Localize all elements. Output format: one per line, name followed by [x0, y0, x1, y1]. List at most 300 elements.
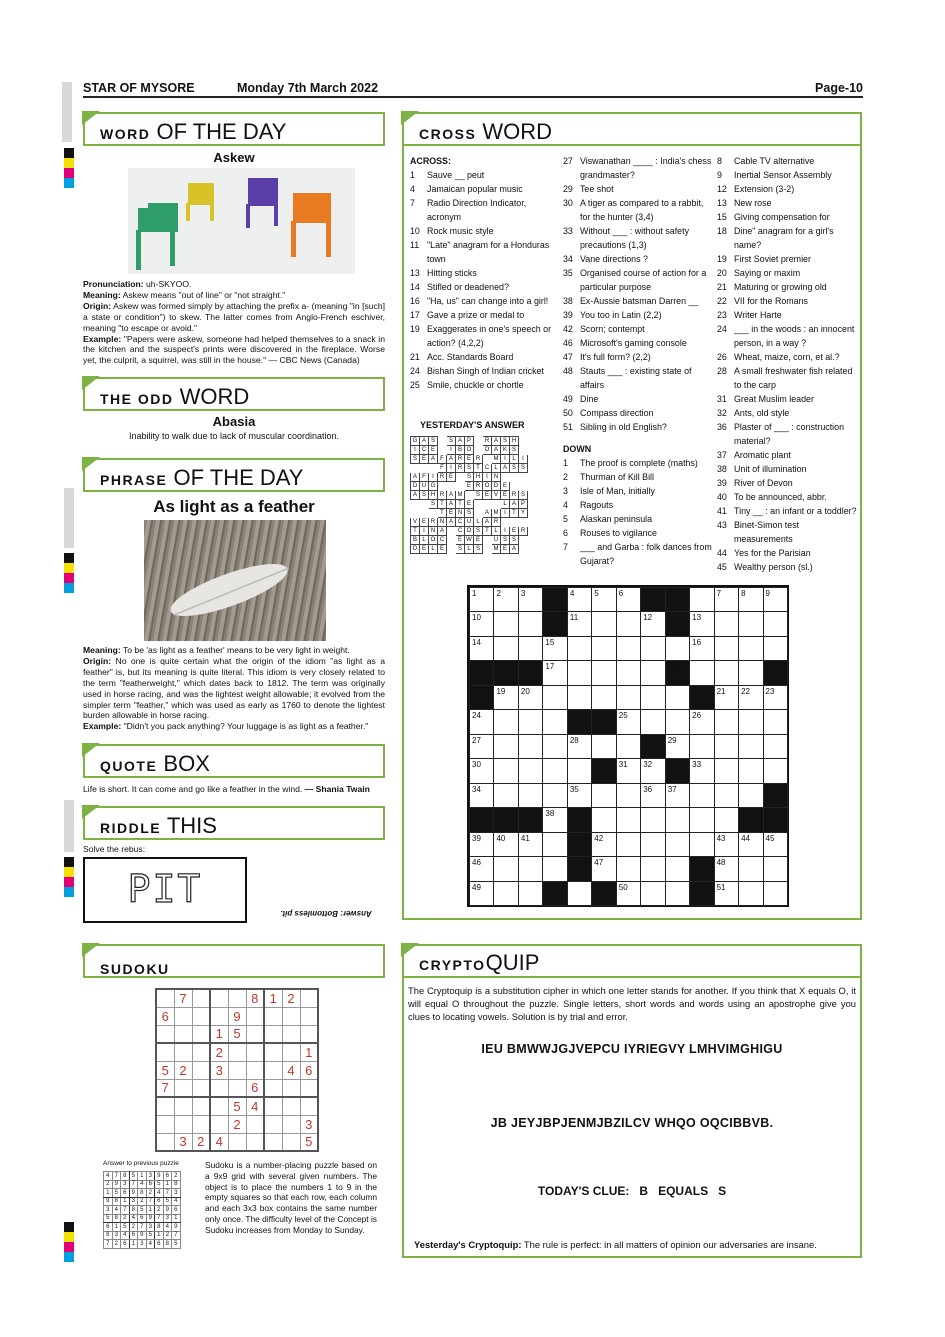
- answer-cell: L: [510, 455, 519, 464]
- answer-cell: 3: [104, 1206, 113, 1215]
- sudoku-cell[interactable]: 4: [282, 1061, 300, 1079]
- crossword-cell[interactable]: 8: [738, 587, 763, 612]
- crossword-cell[interactable]: [738, 709, 763, 734]
- crossword-cell[interactable]: [616, 660, 641, 685]
- crossword-cell[interactable]: [640, 856, 665, 881]
- crossword-cell[interactable]: [616, 807, 641, 832]
- answer-cell: 9: [138, 1231, 147, 1240]
- answer-cell: 2: [146, 1189, 155, 1198]
- crossword-cell[interactable]: [493, 611, 518, 636]
- crossword-cell[interactable]: [493, 783, 518, 808]
- sudoku-cell[interactable]: [156, 1133, 174, 1151]
- sudoku-cell[interactable]: 7: [174, 989, 192, 1007]
- answer-cell: I: [501, 527, 510, 536]
- crossword-cell[interactable]: [665, 832, 690, 857]
- answer-cell: [438, 437, 447, 446]
- crossword-cell[interactable]: [640, 660, 665, 685]
- sudoku-cell[interactable]: [210, 1007, 228, 1025]
- sudoku-cell[interactable]: 1: [300, 1043, 318, 1061]
- answer-cell: T: [474, 464, 483, 473]
- sudoku-cell[interactable]: [174, 1007, 192, 1025]
- sudoku-cell[interactable]: [174, 1025, 192, 1043]
- answer-cell: 7: [172, 1231, 181, 1240]
- sudoku-cell[interactable]: [264, 1097, 282, 1115]
- answer-cell: O: [465, 446, 474, 455]
- sudoku-cell[interactable]: [282, 1043, 300, 1061]
- answer-cell: [438, 482, 447, 491]
- crossword-cell[interactable]: 17: [542, 660, 567, 685]
- crossword-cell[interactable]: [738, 758, 763, 783]
- crossword-cell[interactable]: [714, 783, 739, 808]
- crossword-cell[interactable]: [640, 636, 665, 661]
- sudoku-cell[interactable]: [246, 1043, 264, 1061]
- crossword-cell[interactable]: [665, 856, 690, 881]
- answer-cell: P: [519, 500, 528, 509]
- sudoku-cell[interactable]: [264, 1007, 282, 1025]
- crossword-cell[interactable]: [616, 636, 641, 661]
- crossword-cell[interactable]: [763, 881, 788, 906]
- sudoku-cell[interactable]: 2: [228, 1115, 246, 1133]
- crossword-cell[interactable]: 33: [689, 758, 714, 783]
- sudoku-cell[interactable]: [192, 1061, 210, 1079]
- sudoku-cell[interactable]: [156, 1043, 174, 1061]
- crossword-cell[interactable]: [665, 709, 690, 734]
- answer-cell: F: [420, 473, 429, 482]
- crossword-cell[interactable]: [763, 611, 788, 636]
- sudoku-cell[interactable]: 9: [228, 1007, 246, 1025]
- answer-cell: 9: [146, 1214, 155, 1223]
- crossword-cell[interactable]: 40: [493, 832, 518, 857]
- sudoku-cell[interactable]: 8: [246, 989, 264, 1007]
- sudoku-cell[interactable]: [300, 1025, 318, 1043]
- crossword-cell[interactable]: [763, 709, 788, 734]
- answer-cell: 2: [163, 1231, 172, 1240]
- crossword-block: [763, 807, 788, 832]
- answer-cell: E: [420, 545, 429, 554]
- sudoku-cell[interactable]: [192, 1043, 210, 1061]
- answer-cell: [447, 482, 456, 491]
- crossword-cell[interactable]: [738, 856, 763, 881]
- crossword-cell[interactable]: [542, 709, 567, 734]
- across-clues-col1: ACROSS: 1 Sauve __ peut 4 Jamaican popular music 7 Radio Direction Indicator, acronym 10 Rock music style 11 "Late" anagram for a Honduras town 13 Hitting sticks 14 Stifled or deadened? 16 "Ha, us" can change into a girl! 17 Gave a prize or medal to 19 Exaggerates in one's speech or action? (4,2,2) 21 Acc. Standards Board 24 Bishan Singh of Indian cricket 25 Smile, chuckle or chortle: [410, 154, 558, 392]
- crossword-cell[interactable]: [493, 636, 518, 661]
- sudoku-cell[interactable]: [246, 1007, 264, 1025]
- sudoku-cell[interactable]: 5: [156, 1061, 174, 1079]
- crossword-cell[interactable]: [689, 783, 714, 808]
- crossword-cell[interactable]: 42: [591, 832, 616, 857]
- sudoku-cell[interactable]: [192, 1025, 210, 1043]
- sudoku-cell[interactable]: 2: [210, 1043, 228, 1061]
- crossword-cell[interactable]: [567, 636, 592, 661]
- sudoku-cell[interactable]: 2: [282, 989, 300, 1007]
- crossword-cell[interactable]: [493, 758, 518, 783]
- crossword-cell[interactable]: [591, 807, 616, 832]
- crossword-cell[interactable]: [689, 807, 714, 832]
- crossword-cell[interactable]: 2: [493, 587, 518, 612]
- answer-cell: A: [447, 455, 456, 464]
- sudoku-cell[interactable]: [246, 1115, 264, 1133]
- crossword-cell[interactable]: 43: [714, 832, 739, 857]
- crossword-cell[interactable]: [616, 734, 641, 759]
- crossword-cell[interactable]: [616, 783, 641, 808]
- sudoku-cell[interactable]: [174, 1043, 192, 1061]
- answer-cell: 5: [146, 1231, 155, 1240]
- answer-cell: [519, 437, 528, 446]
- sudoku-cell[interactable]: 7: [156, 1079, 174, 1097]
- answer-cell: R: [474, 455, 483, 464]
- sudoku-cell[interactable]: 6: [156, 1007, 174, 1025]
- crossword-cell[interactable]: 27: [469, 734, 494, 759]
- sudoku-cell[interactable]: 2: [192, 1133, 210, 1151]
- crossword-cell[interactable]: [567, 685, 592, 710]
- answer-cell: R: [456, 464, 465, 473]
- sudoku-cell[interactable]: 5: [228, 1097, 246, 1115]
- crossword-cell[interactable]: [714, 636, 739, 661]
- sudoku-cell[interactable]: [192, 1115, 210, 1133]
- odd-word-definition: Inability to walk due to lack of muscular coordination.: [128, 431, 340, 441]
- sudoku-cell[interactable]: [210, 989, 228, 1007]
- sudoku-cell[interactable]: 2: [174, 1061, 192, 1079]
- sudoku-cell[interactable]: [282, 1115, 300, 1133]
- crossword-cell[interactable]: 19: [493, 685, 518, 710]
- sudoku-cell[interactable]: [264, 1061, 282, 1079]
- crossword-cell[interactable]: [665, 636, 690, 661]
- crossword-cell[interactable]: [763, 856, 788, 881]
- crossword-block: 18: [665, 660, 690, 685]
- answer-cell: S: [465, 509, 474, 518]
- crossword-cell[interactable]: [542, 832, 567, 857]
- crossword-cell[interactable]: [542, 685, 567, 710]
- crossword-cell[interactable]: 9: [763, 587, 788, 612]
- crossword-cell[interactable]: [591, 685, 616, 710]
- crossword-cell[interactable]: [518, 758, 543, 783]
- crossword-cell[interactable]: 11: [567, 611, 592, 636]
- crossword-cell[interactable]: 41: [518, 832, 543, 857]
- answer-cell: N: [492, 473, 501, 482]
- clue-item: 46 Microsoft's gaming console: [563, 338, 687, 348]
- crossword-cell[interactable]: [567, 881, 592, 906]
- sudoku-cell[interactable]: 1: [210, 1025, 228, 1043]
- crossword-cell[interactable]: 47: [591, 856, 616, 881]
- crossword-cell[interactable]: [567, 758, 592, 783]
- answer-cell: [420, 509, 429, 518]
- answer-cell: R: [456, 455, 465, 464]
- crossword-cell[interactable]: [591, 783, 616, 808]
- answer-cell: 6: [163, 1172, 172, 1181]
- crossword-cell[interactable]: [640, 832, 665, 857]
- cryptoquip-line1: IEU BMWWJGJVEPCU IYRIEGVY LMHVIMGHIGU: [481, 1042, 783, 1056]
- answer-cell: [519, 545, 528, 554]
- crossword-cell[interactable]: 6: [616, 587, 641, 612]
- sudoku-cell[interactable]: [282, 1133, 300, 1151]
- crossword-cell[interactable]: [689, 832, 714, 857]
- crossword-cell[interactable]: 35: [567, 783, 592, 808]
- answer-cell: [483, 500, 492, 509]
- registration-mark: [64, 148, 74, 188]
- crossword-block: [567, 709, 592, 734]
- sudoku-cell[interactable]: [264, 1043, 282, 1061]
- crossword-cell[interactable]: 3: [518, 587, 543, 612]
- crossword-cell[interactable]: [542, 856, 567, 881]
- clue-item: 38 Ex-Aussie batsman Darren __: [563, 296, 699, 306]
- crossword-cell[interactable]: 48: [714, 856, 739, 881]
- answer-cell: 4: [155, 1189, 164, 1198]
- crossword-cell[interactable]: [738, 734, 763, 759]
- answer-cell: R: [483, 437, 492, 446]
- crossword-block: [469, 685, 494, 710]
- sudoku-cell[interactable]: [192, 1007, 210, 1025]
- clue-item: 27 Viswanathan ____ : India's chess grandmaster?: [563, 156, 712, 180]
- answer-cell: U: [465, 518, 474, 527]
- crossword-cell[interactable]: [493, 881, 518, 906]
- answer-cell: [456, 482, 465, 491]
- crossword-cell[interactable]: [714, 807, 739, 832]
- crossword-block: [591, 881, 616, 906]
- answer-cell: 6: [172, 1206, 181, 1215]
- answer-cell: [519, 482, 528, 491]
- crossword-cell[interactable]: [518, 856, 543, 881]
- crossword-grid[interactable]: [467, 585, 789, 907]
- sudoku-cell[interactable]: [174, 1097, 192, 1115]
- sudoku-cell[interactable]: [156, 1115, 174, 1133]
- crossword-cell[interactable]: [542, 734, 567, 759]
- sudoku-cell[interactable]: [156, 1097, 174, 1115]
- sudoku-cell[interactable]: 6: [246, 1079, 264, 1097]
- crossword-cell[interactable]: [542, 783, 567, 808]
- crossword-cell[interactable]: 23: [763, 685, 788, 710]
- answer-cell: C: [420, 446, 429, 455]
- answer-cell: A: [447, 518, 456, 527]
- crossword-cell[interactable]: 21: [714, 685, 739, 710]
- sudoku-cell[interactable]: [228, 1043, 246, 1061]
- crossword-cell[interactable]: 31: [616, 758, 641, 783]
- crossword-cell[interactable]: [714, 758, 739, 783]
- sudoku-cell[interactable]: [192, 1079, 210, 1097]
- sudoku-cell[interactable]: [246, 1061, 264, 1079]
- sudoku-cell[interactable]: [192, 989, 210, 1007]
- crossword-cell[interactable]: [714, 709, 739, 734]
- crossword-cell[interactable]: [689, 587, 714, 612]
- answer-cell: 3: [172, 1189, 181, 1198]
- crossword-cell[interactable]: [518, 611, 543, 636]
- crossword-cell[interactable]: [591, 611, 616, 636]
- crossword-cell[interactable]: 24: [469, 709, 494, 734]
- rebus-box: [83, 857, 247, 923]
- crossword-cell[interactable]: [640, 807, 665, 832]
- crossword-cell[interactable]: 51: [714, 881, 739, 906]
- crossword-cell[interactable]: [518, 709, 543, 734]
- crossword-cell[interactable]: 37: [665, 783, 690, 808]
- crossword-cell[interactable]: [493, 709, 518, 734]
- sudoku-cell[interactable]: [282, 1079, 300, 1097]
- crossword-cell[interactable]: [493, 856, 518, 881]
- answer-cell: I: [501, 455, 510, 464]
- crossword-cell[interactable]: [665, 807, 690, 832]
- clue-item: 13 Hitting sticks: [410, 268, 477, 278]
- crossword-cell[interactable]: 22: [738, 685, 763, 710]
- crossword-cell[interactable]: [591, 734, 616, 759]
- crossword-cell[interactable]: [665, 685, 690, 710]
- answer-cell: M: [457, 492, 463, 498]
- crossword-cell[interactable]: [763, 636, 788, 661]
- crossword-cell[interactable]: [714, 611, 739, 636]
- answer-cell: S: [474, 545, 483, 554]
- sudoku-cell[interactable]: [192, 1097, 210, 1115]
- clue-item: 42 Scorn; contempt: [563, 324, 645, 334]
- sudoku-cell[interactable]: [174, 1079, 192, 1097]
- sudoku-cell[interactable]: 4: [246, 1097, 264, 1115]
- sudoku-cell[interactable]: [246, 1133, 264, 1151]
- sudoku-cell[interactable]: 1: [264, 989, 282, 1007]
- crossword-cell[interactable]: [738, 783, 763, 808]
- crossword-cell[interactable]: 25: [616, 709, 641, 734]
- clue-item: 7 ___ and Garba : folk dances from Gujarat?: [563, 542, 712, 566]
- sudoku-cell[interactable]: [210, 1115, 228, 1133]
- crossword-cell[interactable]: 16: [689, 636, 714, 661]
- crossword-cell[interactable]: [689, 734, 714, 759]
- crossword-cell[interactable]: 44: [738, 832, 763, 857]
- answer-cell: T: [411, 527, 420, 536]
- sudoku-cell[interactable]: 5: [300, 1133, 318, 1151]
- sudoku-cell[interactable]: [282, 1007, 300, 1025]
- crossword-cell[interactable]: 39: [469, 832, 494, 857]
- answer-cell: E: [501, 482, 510, 491]
- answer-cell: F: [438, 455, 447, 464]
- crossword-cell[interactable]: [738, 881, 763, 906]
- crossword-cell[interactable]: 30: [469, 758, 494, 783]
- issue-date: Monday 7th March 2022: [237, 81, 379, 95]
- sudoku-cell[interactable]: [264, 1025, 282, 1043]
- crossword-cell[interactable]: [689, 660, 714, 685]
- answer-cell: 1: [155, 1231, 164, 1240]
- crossword-cell[interactable]: [714, 734, 739, 759]
- answer-cell: H: [510, 437, 519, 446]
- crossword-cell[interactable]: 50: [616, 881, 641, 906]
- sudoku-cell[interactable]: [300, 1079, 318, 1097]
- crossword-cell[interactable]: [518, 734, 543, 759]
- crossword-cell[interactable]: 5: [591, 587, 616, 612]
- sudoku-cell[interactable]: [228, 1061, 246, 1079]
- crossword-cell[interactable]: [714, 660, 739, 685]
- crossword-cell[interactable]: 20: [518, 685, 543, 710]
- crossword-cell[interactable]: [640, 881, 665, 906]
- sudoku-cell[interactable]: 3: [210, 1061, 228, 1079]
- crossword-cell[interactable]: 38: [542, 807, 567, 832]
- sudoku-grid[interactable]: [155, 988, 319, 1152]
- sudoku-cell[interactable]: [156, 989, 174, 1007]
- crossword-cell[interactable]: 28: [567, 734, 592, 759]
- clue-item: 4 Ragouts: [563, 500, 614, 510]
- answer-cell: [447, 527, 456, 536]
- crossword-cell[interactable]: [763, 758, 788, 783]
- sudoku-cell[interactable]: [246, 1025, 264, 1043]
- sudoku-cell[interactable]: [174, 1115, 192, 1133]
- sudoku-cell[interactable]: [210, 1079, 228, 1097]
- crossword-block: [689, 881, 714, 906]
- crossword-cell[interactable]: 36: [640, 783, 665, 808]
- crossword-block: [567, 807, 592, 832]
- sudoku-cell[interactable]: [300, 1097, 318, 1115]
- crossword-cell[interactable]: [763, 734, 788, 759]
- crossword-cell[interactable]: [567, 660, 592, 685]
- sudoku-cell[interactable]: [264, 1133, 282, 1151]
- sudoku-cell[interactable]: [300, 1007, 318, 1025]
- crossword-cell[interactable]: 34: [469, 783, 494, 808]
- sudoku-cell[interactable]: 3: [300, 1115, 318, 1133]
- sudoku-cell[interactable]: [282, 1097, 300, 1115]
- crossword-cell[interactable]: [738, 660, 763, 685]
- answer-cell: A: [456, 437, 465, 446]
- crossword-cell[interactable]: 49: [469, 881, 494, 906]
- sudoku-cell[interactable]: [264, 1079, 282, 1097]
- answer-cell: 8: [121, 1172, 130, 1181]
- crossword-cell[interactable]: 46: [469, 856, 494, 881]
- crossword-cell[interactable]: [518, 881, 543, 906]
- crossword-cell[interactable]: [616, 856, 641, 881]
- answer-cell: C: [456, 527, 465, 536]
- sudoku-cell[interactable]: [282, 1025, 300, 1043]
- crossword-cell[interactable]: [616, 611, 641, 636]
- sudoku-cell[interactable]: [300, 989, 318, 1007]
- sudoku-cell[interactable]: [210, 1097, 228, 1115]
- crossword-cell[interactable]: [591, 660, 616, 685]
- crossword-cell[interactable]: 26: [689, 709, 714, 734]
- crossword-cell[interactable]: [665, 881, 690, 906]
- crossword-cell[interactable]: [738, 611, 763, 636]
- crossword-cell[interactable]: 12: [640, 611, 665, 636]
- answer-cell: 6: [155, 1240, 164, 1249]
- crossword-cell[interactable]: 4: [567, 587, 592, 612]
- crossword-cell[interactable]: [616, 832, 641, 857]
- crossword-cell[interactable]: 29: [665, 734, 690, 759]
- quote-text: Life is short. It can come and go like a feather in the wind. — Shania Twain: [83, 784, 370, 794]
- sudoku-cell[interactable]: 3: [174, 1133, 192, 1151]
- crossword-cell[interactable]: [542, 758, 567, 783]
- sudoku-cell[interactable]: 5: [228, 1025, 246, 1043]
- answer-cell: 4: [146, 1240, 155, 1249]
- crossword-cell[interactable]: [640, 709, 665, 734]
- crossword-cell[interactable]: 13: [689, 611, 714, 636]
- crossword-cell[interactable]: 15: [542, 636, 567, 661]
- crossword-cell[interactable]: 14: [469, 636, 494, 661]
- crossword-cell[interactable]: [738, 636, 763, 661]
- crossword-cell[interactable]: 45: [763, 832, 788, 857]
- crossword-cell[interactable]: 32: [640, 758, 665, 783]
- crossword-cell[interactable]: 1: [469, 587, 494, 612]
- sudoku-cell[interactable]: [156, 1025, 174, 1043]
- sudoku-cell[interactable]: [264, 1115, 282, 1133]
- sudoku-cell[interactable]: 4: [210, 1133, 228, 1151]
- answer-cell: 9: [155, 1172, 164, 1181]
- crossword-cell[interactable]: [518, 783, 543, 808]
- crossword-block: [689, 856, 714, 881]
- answer-cell: R: [429, 518, 438, 527]
- sudoku-cell[interactable]: [228, 1133, 246, 1151]
- crossword-cell[interactable]: 10: [469, 611, 494, 636]
- clue-item: 5 Alaskan peninsula: [563, 514, 653, 524]
- crossword-cell[interactable]: [493, 734, 518, 759]
- crossword-cell[interactable]: [616, 685, 641, 710]
- crossword-cell[interactable]: [640, 685, 665, 710]
- answer-cell: G: [411, 437, 420, 446]
- crossword-cell[interactable]: [591, 636, 616, 661]
- sudoku-cell[interactable]: [228, 989, 246, 1007]
- sudoku-cell[interactable]: [228, 1079, 246, 1097]
- crossword-cell[interactable]: [518, 636, 543, 661]
- sudoku-cell[interactable]: 6: [300, 1061, 318, 1079]
- crossword-cell[interactable]: 7: [714, 587, 739, 612]
- sudoku-description: Sudoku is a number-placing puzzle based on a 9x9 grid with several given numbers. The object is to place the numbers 1 to 9 in the empty squares so that each row, each column and each 3x3 box contains the same number only once. The difficulty level of the Concept is Sudoku increases from Monday to Sunday.: [205, 1160, 377, 1235]
